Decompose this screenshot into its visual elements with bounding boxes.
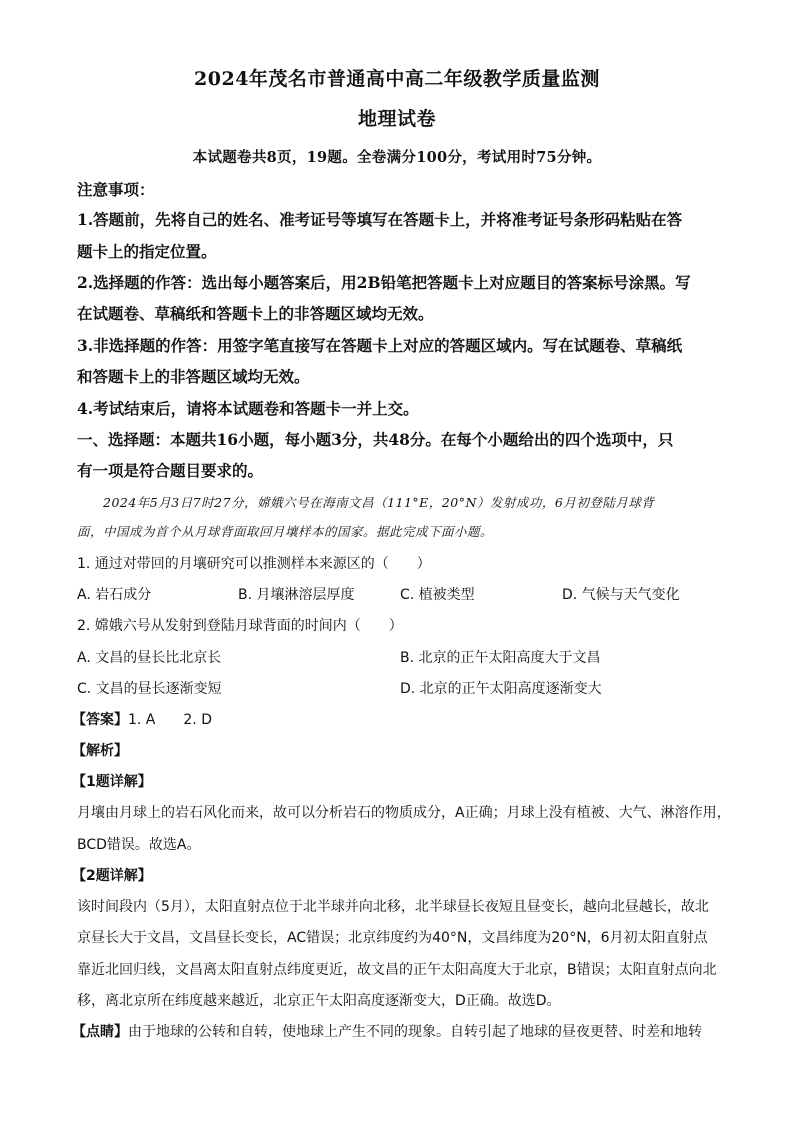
answer-line <box>72 709 212 729</box>
detail-2-label: 【2题详解】 <box>72 868 152 884</box>
answer-values: 1. A 2. D <box>128 712 212 728</box>
notice-line: 和答题卡上的非答题区域均无效。 <box>77 367 310 386</box>
key-point-text: 由于地球的公转和自转，使地球上产生不同的现象。自转引起了地球的昼夜更替、时差和地转 <box>128 1024 702 1040</box>
key-point-line <box>72 1021 702 1041</box>
detail-2-line: 京昼长大于文昌，文昌昼长变长，AC错误；北京纬度约为40°N，文昌纬度为20°N，6月初太阳直射点 <box>77 930 708 946</box>
detail-2-line: 该时间段内（5月），太阳直射点位于北半球并向北移，北半球昼长夜短且昼变长，越向北昼越长，故北 <box>77 899 709 915</box>
detail-2-line: 移，离北京所在纬度越来越近，北京正午太阳高度逐渐变大，D正确。故选D。 <box>77 993 561 1009</box>
exam-info: 本试题卷共8页，19题。全卷满分100分，考试用时75分钟。 <box>192 149 602 166</box>
notice-line: 在试题卷、草稿纸和答题卡上的非答题区域均无效。 <box>77 304 434 323</box>
notice-line: 4.考试结束后，请将本试题卷和答题卡一并上交。 <box>77 399 419 418</box>
question-stem: 面，中国成为首个从月球背面取回月壤样本的国家。据此完成下面小题。 <box>77 524 494 539</box>
question-1: 1. 通过对带回的月壤研究可以推测样本来源区的（ ） <box>77 556 431 572</box>
notice-heading: 注意事项： <box>77 180 155 199</box>
answer-label: 【答案】 <box>72 712 128 728</box>
q2-option-d: D. 北京的正午太阳高度逐渐变大 <box>400 681 602 697</box>
q1-option-a: A. 岩石成分 <box>77 587 152 603</box>
q1-option-d: D. 气候与天气变化 <box>562 587 680 603</box>
section-heading: 一、选择题：本题共16小题，每小题3分，共48分。在每个小题给出的四个选项中，只 <box>77 430 674 449</box>
document-title: 2024年茂名市普通高中高二年级教学质量监测 <box>194 68 600 90</box>
question-2: 2. 嫦娥六号从发射到登陆月球背面的时间内（ ） <box>77 618 403 634</box>
q2-option-b: B. 北京的正午太阳高度大于文昌 <box>400 650 601 666</box>
document-subtitle: 地理试卷 <box>357 108 436 130</box>
detail-2-line: 靠近北回归线，文昌离太阳直射点纬度更近，故文昌的正午太阳高度大于北京，B错误；太阳直射点向北 <box>77 962 717 978</box>
q2-option-a: A. 文昌的昼长比北京长 <box>77 650 222 666</box>
detail-1-line: BCD错误。故选A。 <box>77 837 201 853</box>
analysis-label: 【解析】 <box>72 743 128 759</box>
section-heading: 有一项是符合题目要求的。 <box>77 461 264 480</box>
detail-1-label: 【1题详解】 <box>72 774 152 790</box>
notice-line: 2.选择题的作答：选出每小题答案后，用2B铅笔把答题卡上对应题目的答案标号涂黑。写 <box>77 273 691 292</box>
q1-option-c: C. 植被类型 <box>400 587 475 603</box>
detail-1-line: 月壤由月球上的岩石风化而来，故可以分析岩石的物质成分，A正确；月球上没有植被、大气、淋溶作用， <box>77 805 731 821</box>
notice-line: 1.答题前，先将自己的姓名、准考证号等填写在答题卡上，并将准考证号条形码粘贴在答 <box>77 210 683 229</box>
notice-line: 题卡上的指定位置。 <box>77 242 217 261</box>
q1-option-b: B. 月壤淋溶层厚度 <box>238 587 355 603</box>
key-point-label: 【点睛】 <box>72 1024 128 1040</box>
question-stem: 2024年5月3日7时27分，嫦娥六号在海南文昌（111°E，20°N）发射成功，6月初登陆月球背 <box>103 495 655 510</box>
notice-line: 3.非选择题的作答：用签字笔直接写在答题卡上对应的答题区域内。写在试题卷、草稿纸 <box>77 336 683 355</box>
q2-option-c: C. 文昌的昼长逐渐变短 <box>77 681 222 697</box>
